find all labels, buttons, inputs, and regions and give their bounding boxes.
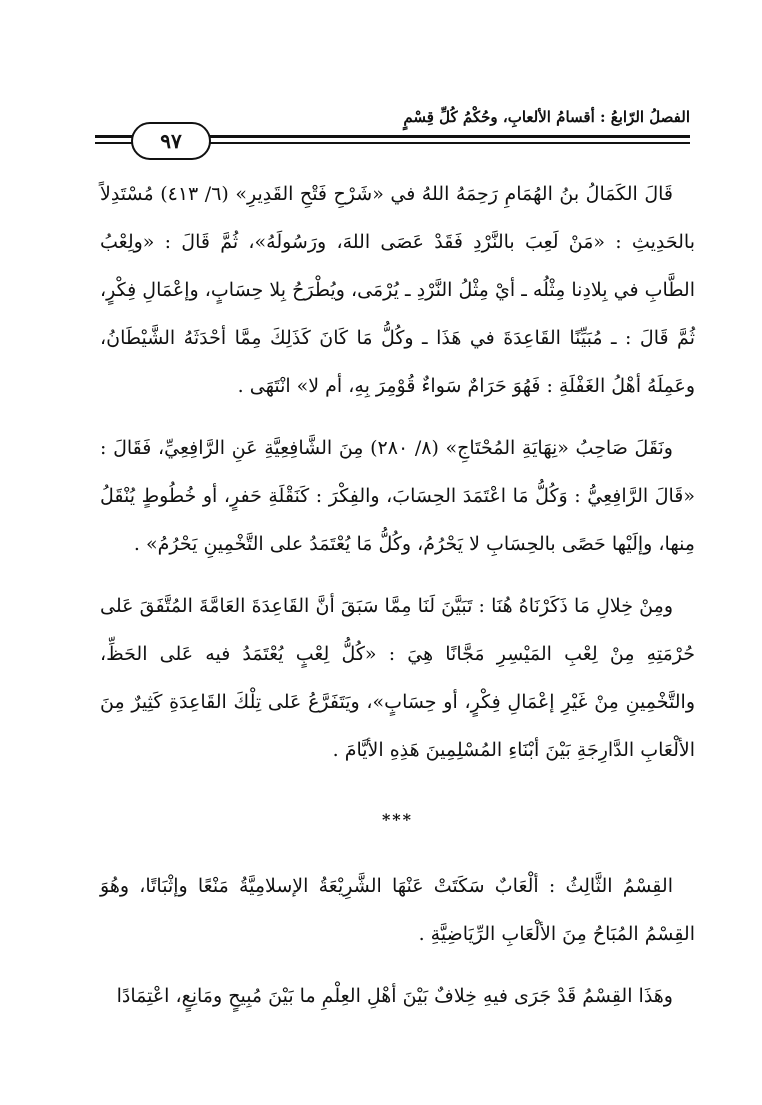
page-number: ٩٧ xyxy=(160,129,182,153)
paragraph-3: ومِنْ خِلالِ مَا ذَكَرْنَاهُ هُنَا : تَبَيَّنَ لَنَا مِمَّا سَبَقَ أنَّ القَاعِدَةَ العَامَّةَ المُتَّفَقَ عَلى حُرْمَتِهِ مِنْ لِعْبِ المَيْسِرِ مَجَّانًا هِيَ : «كُلُّ لِعْبٍ يُعْتَمَدُ فيه عَلى الحَظِّ، والتَّخْمِينِ مِنْ غَيْرِ إعْمَالِ فِكْرٍ، أو حِسَابٍ»، ويَتَفَرَّعُ عَلى تِلْكَ القَاعِدَةِ كَثِيرٌ مِنَ الألْعَابِ الدَّارِجَةِ بَيْنَ أبْنَاءِ المُسْلِمِينَ هَذِهِ الأيَّامَ . xyxy=(100,595,695,761)
page-header xyxy=(95,108,690,153)
body-text xyxy=(100,170,695,1020)
section-separator: *** xyxy=(381,810,414,829)
paragraph-5: وهَذَا القِسْمُ قَدْ جَرَى فيهِ خِلافٌ بَيْنَ أهْلِ العِلْمِ ما بَيْنَ مُبِيحٍ ومَانِعٍ، اعْتِمَادًا xyxy=(116,985,673,1007)
paragraph-1: قَالَ الكَمَالُ بنُ الهُمَامِ رَحِمَهُ اللهُ في «شَرْحِ فَتْحِ القَدِيرِ» (٦/ ٤١٣) مُسْتَدِلاً بالحَدِيثِ : «مَنْ لَعِبَ بالنَّرْدِ فَقَدْ عَصَى اللهَ، ورَسُولَهُ»، ثُمَّ قَالَ : «ولِعْبُ الطَّابِ في بِلادِنا مِثْلُه ـ أيْ مِثْلُ النَّرْدِ ـ يُرْمَى، ويُطْرَحُ بِلا حِسَابٍ، وإعْمَالِ فِكْرٍ، ثُمَّ قَالَ : ـ مُبَيِّنًا القَاعِدَةَ في هَذَا ـ وكُلُّ مَا كَانَ كَذَلِكَ مِمَّا أحْدَثَهُ الشَّيْطَانُ، وعَمِلَهُ أهْلُ الغَفْلَةِ : فَهُوَ حَرَامٌ سَواءٌ قُوْمِرَ بِهِ، أم لا» انْتَهَى . xyxy=(100,183,695,397)
page-number-badge xyxy=(131,122,211,160)
paragraph-4: القِسْمُ الثَّالِثُ : ألْعَابٌ سَكَتَتْ عَنْهَا الشَّرِيْعَةُ الإسلامِيَّةُ مَنْعًا وإثْبَاتًا، وهُوَ القِسْمُ المُبَاحُ مِنَ الألْعَابِ الرِّيَاضِيَّةِ . xyxy=(100,875,695,945)
paragraph-2: ونَقَلَ صَاحِبُ «نِهَايَةِ المُحْتَاجِ» (٨/ ٢٨٠) مِنَ الشَّافِعِيَّةِ عَنِ الرَّافِعِيِّ، فَقَالَ : «قَالَ الرَّافِعِيُّ : وَكُلُّ مَا اعْتَمَدَ الحِسَابَ، والفِكْرَ : كَنَقْلَةِ حَفرٍ، أو خُطُوطٍ يُنْقَلُ مِنها، وإلَيْها حَصًى بالحِسَابِ لا يَحْرُمُ، وكُلُّ مَا يُعْتَمَدُ على التَّخْمِينِ يَحْرُمُ» . xyxy=(100,437,695,555)
running-title: الفصلُ الرّابعُ : أقسامُ الألعابِ، وحُكْمُ كُلِّ قِسْمٍ xyxy=(403,108,690,126)
